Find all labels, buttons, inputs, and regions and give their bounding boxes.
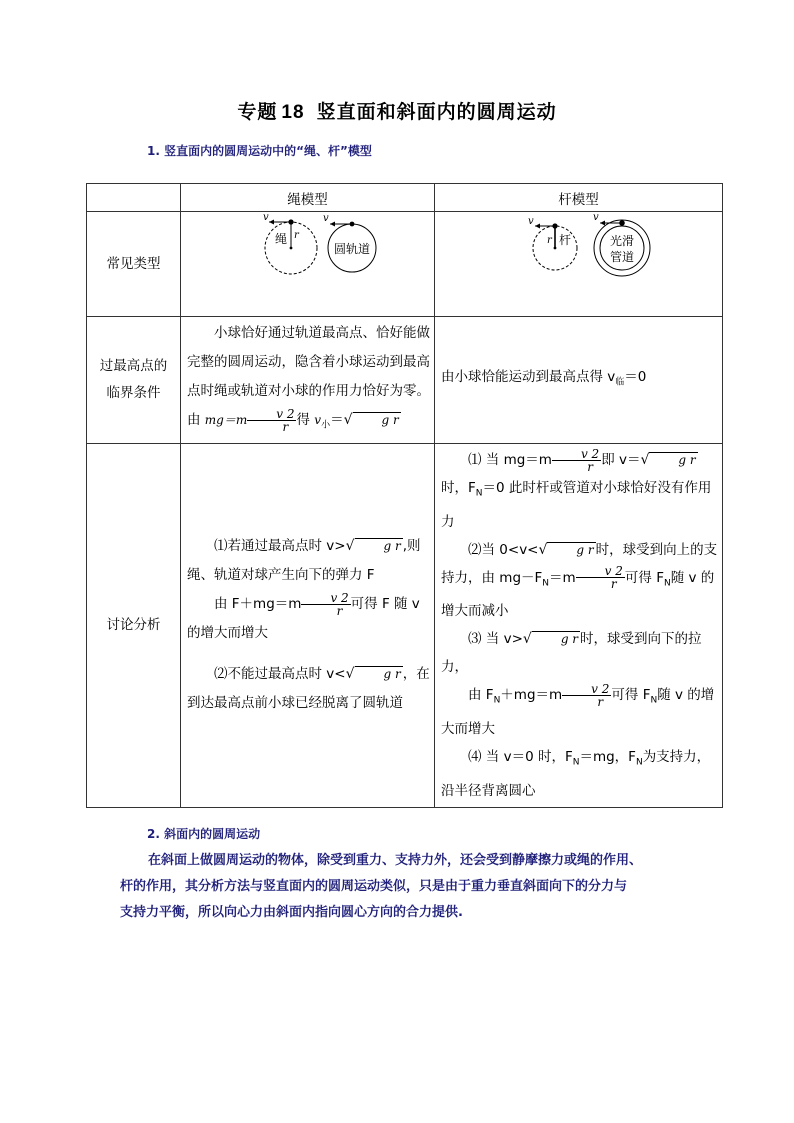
page-title: 专题 18 竖直面和斜面内的圆周运动: [237, 101, 557, 123]
section2-line1: 在斜面上做圆周运动的物体，除受到重力、支持力外，还会受到静摩擦力或绳的作用、: [148, 853, 643, 868]
header-rod-model: 杆模型: [435, 184, 723, 212]
rod-critical-cell: [435, 317, 723, 444]
track-label: 圆轨道: [333, 242, 371, 256]
rope-critical-fraction: $\frac{v 2}{r}$: [247, 408, 296, 433]
rope-discussion-b: 由 F＋mg＝m $\frac{v 2}{r}$ 可得 F 随 v 的增大而增大: [187, 590, 420, 642]
section2-line3: 支持力平衡，所以向心力由斜面内指向圆心方向的合力提供.: [120, 905, 463, 920]
pipe-label-1: 光滑: [609, 234, 635, 248]
rod-r-label: r: [547, 235, 552, 246]
pipe-label-2: 管道: [609, 250, 635, 264]
row-label-common: 常见类型: [87, 212, 181, 317]
rod-discussion-1: ⑴ 当 mg＝m $\frac{v 2}{r}$ 即 v＝√ g r时，$F_N=0$ 此时杆或管道对小球恰好没有作用力: [441, 446, 712, 530]
rope-diagram-cell: [181, 212, 435, 317]
table-row-discussion: [87, 444, 723, 808]
header-cell-empty: [87, 184, 181, 212]
rod-diagram: [435, 212, 721, 316]
rod-label: 杆: [559, 233, 572, 247]
rod-discussion-3: ⑶ 当 v>√ g r 时，球受到向下的拉力，: [441, 631, 702, 676]
track-v-label: v: [323, 213, 329, 224]
rope-diagram: [181, 212, 433, 316]
rope-arrowhead: [269, 220, 274, 225]
rod-critical-text: 由小球恰能运动到最高点得 $v_临=0$: [441, 368, 647, 388]
rod-diagram-cell: [435, 212, 723, 317]
row-label-discussion: 讨论分析: [87, 444, 181, 808]
rod-v-label: v: [528, 216, 534, 227]
rope-discussion-a: ⑴若通过最高点时 v>√ g r ,则绳、轨道对球产生向下的弹力 F: [187, 538, 421, 584]
table-header-row: [87, 184, 723, 212]
rope-center: [290, 247, 293, 250]
track-arrowhead: [330, 222, 335, 227]
header-rope-model: 绳模型: [181, 184, 435, 212]
rope-r-label: r: [294, 230, 299, 241]
pipe-outer-circle: [594, 220, 650, 276]
rope-critical-text: 小球恰好通过轨道最高点、恰好能做完整的圆周运动，隐含着小球运动到最高点时绳或轨道对小球的作用力恰好为零。由 mg＝m $\frac{v 2}{r}$ 得 $v_小=√$ g r: [187, 325, 430, 434]
table-row-critical: [87, 317, 723, 444]
rod-discussion-cell: [435, 444, 723, 808]
table-row-common-types: [87, 212, 723, 317]
rope-label: 绳: [275, 232, 288, 246]
rod-discussion-3b: 由 $F_N+mg=m$ $\frac{v 2}{r}$ 可得 $F_N$随 v 的增大而增大: [441, 681, 715, 738]
section2-paragraph: [120, 848, 690, 926]
rod-arrowhead: [535, 224, 540, 229]
row-label-critical-line2: 临界条件: [106, 385, 161, 401]
row-label-critical-line1: 过最高点的: [99, 358, 168, 374]
rod-discussion-2: ⑵当 0<v<√ g r 时，球受到向上的支持力，由 $mg-F_N=m$ $\frac{v 2}{r}$ 可得 $F_N$随 v 的增大而减小: [441, 541, 718, 620]
section1-heading: 1. 竖直面内的圆周运动中的“绳、杆”模型: [147, 144, 372, 158]
pipe-v-label: v: [593, 212, 599, 223]
rope-discussion-c: ⑵不能过最高点时 v<√ g r ，在到达最高点前小球已经脱离了圆轨道: [187, 666, 430, 712]
section2-line2: 杆的作用，其分析方法与竖直面内的圆周运动类似，只是由于重力垂直斜面向下的分力与: [120, 879, 628, 894]
row-label-critical: [87, 317, 181, 444]
rod-discussion-4: ⑷ 当 v＝0 时，$F_N=mg$，$F_N$为支持力，沿半径背离圆心: [441, 749, 711, 799]
model-table: [86, 183, 723, 808]
rod-center: [554, 247, 557, 250]
rope-v-label: v: [263, 212, 269, 223]
rope-critical-cell: [181, 317, 435, 444]
pipe-arrowhead: [600, 221, 605, 226]
section2-heading: 2. 斜面内的圆周运动: [147, 827, 261, 841]
rope-discussion-cell: [181, 444, 435, 808]
